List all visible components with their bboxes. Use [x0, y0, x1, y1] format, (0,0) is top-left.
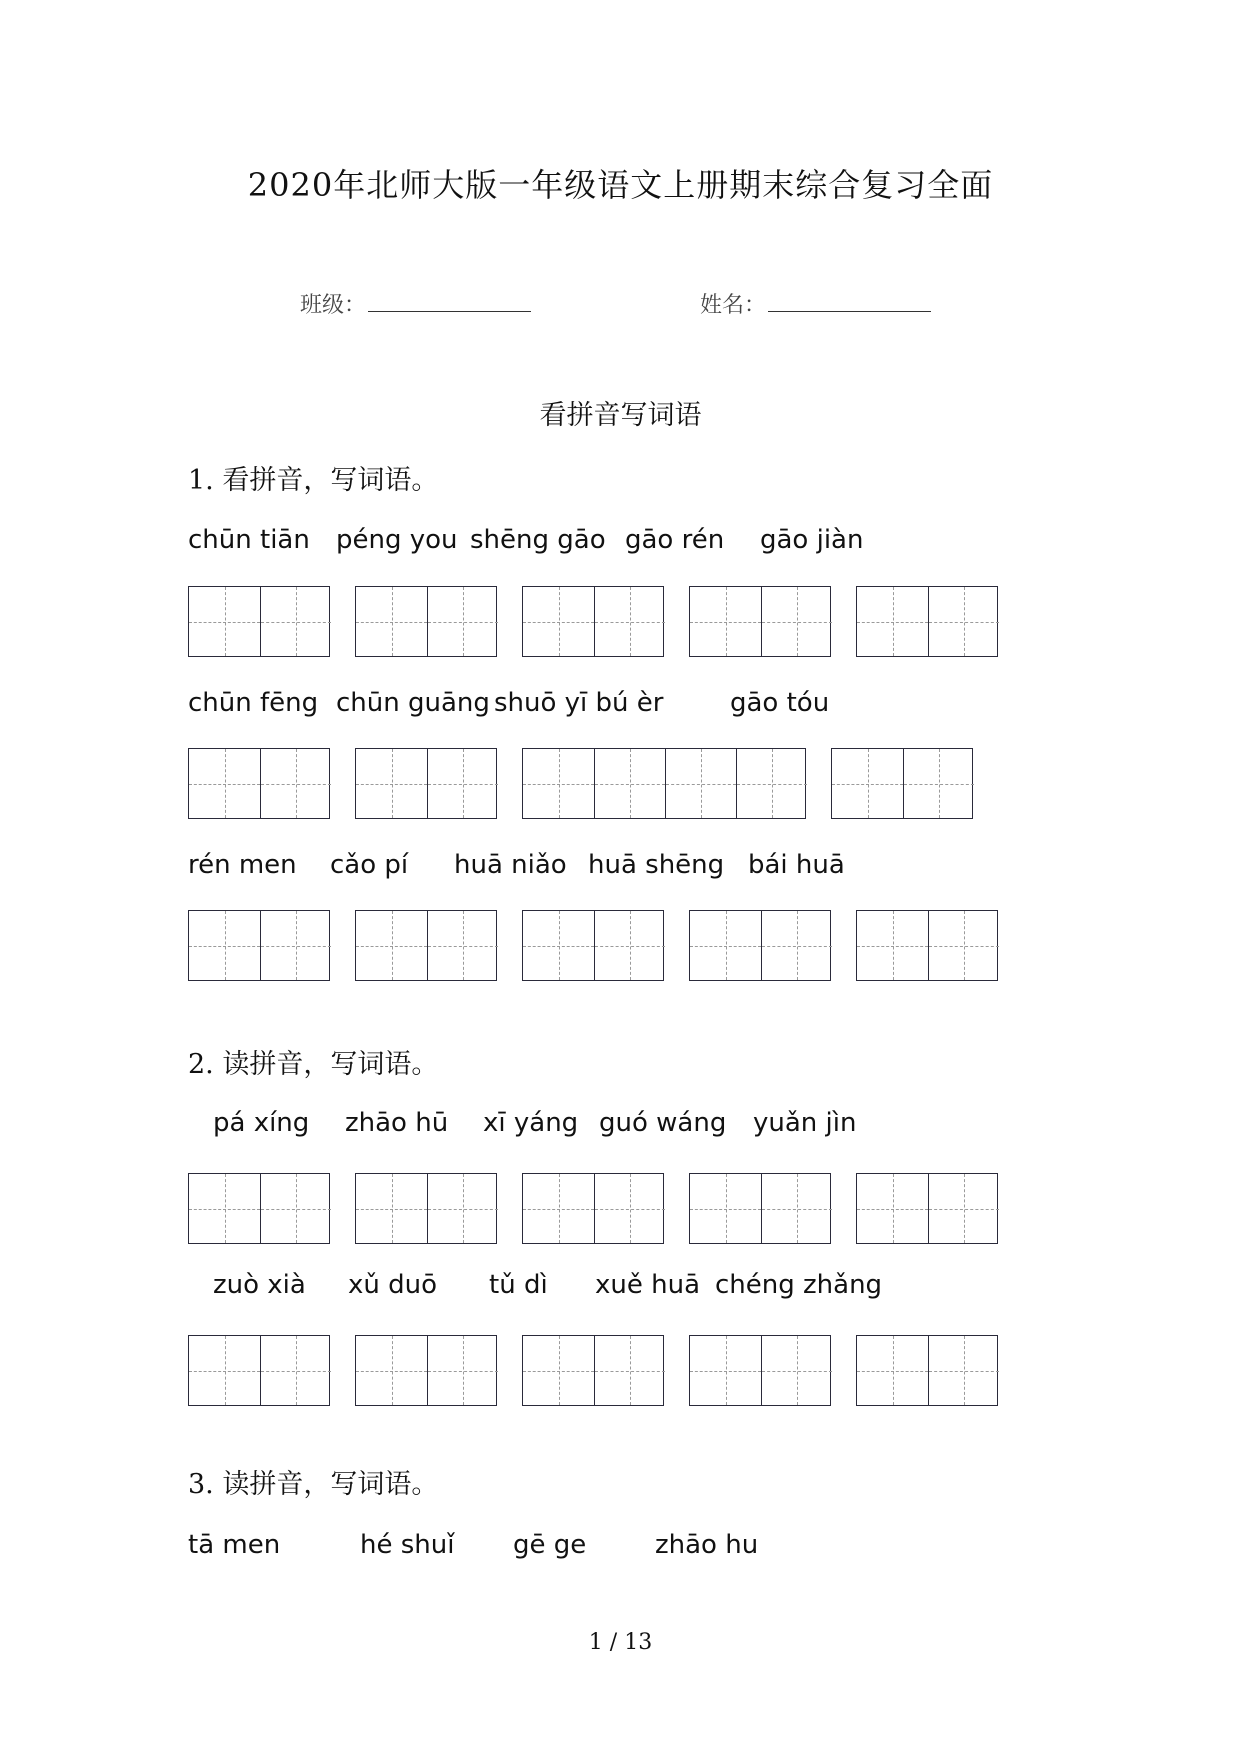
q1-pinyin-1-2: péng you	[336, 525, 458, 555]
guide-line-horizontal	[356, 946, 427, 947]
writing-cell[interactable]	[903, 749, 974, 818]
guide-line-horizontal	[356, 784, 427, 785]
writing-cell[interactable]	[857, 911, 928, 980]
guide-line-horizontal	[595, 622, 665, 623]
guide-line-horizontal	[737, 784, 807, 785]
guide-line-horizontal	[523, 622, 594, 623]
guide-line-horizontal	[428, 1209, 498, 1210]
writing-grid-q1-r1-2[interactable]	[355, 586, 497, 657]
document-title: 2020年北师大版一年级语文上册期末综合复习全面	[247, 166, 994, 204]
guide-line-horizontal	[666, 784, 736, 785]
writing-cell[interactable]	[523, 911, 594, 980]
guide-line-horizontal	[690, 1209, 761, 1210]
writing-cell[interactable]	[928, 1174, 999, 1243]
guide-line-horizontal	[189, 1209, 260, 1210]
guide-line-horizontal	[857, 1209, 928, 1210]
writing-grid-q2-r1-3[interactable]	[522, 1173, 664, 1244]
q1-pinyin-1-1: chūn tiān	[188, 525, 310, 555]
writing-cell[interactable]	[356, 1336, 427, 1405]
guide-line-horizontal	[857, 622, 928, 623]
q1-pinyin-3-1: rén men	[188, 850, 297, 880]
writing-cell[interactable]	[761, 1336, 832, 1405]
name-blank[interactable]	[768, 293, 931, 312]
guide-line-horizontal	[762, 622, 832, 623]
q2-pinyin-2-5: chéng zhǎng	[715, 1270, 883, 1300]
guide-line-horizontal	[428, 784, 498, 785]
writing-grid-q1-r3-3[interactable]	[522, 910, 664, 981]
writing-cell[interactable]	[260, 1174, 331, 1243]
writing-cell[interactable]	[523, 749, 594, 818]
q3-pinyin-1-3: gē ge	[513, 1530, 587, 1560]
writing-cell[interactable]	[356, 911, 427, 980]
q1-pinyin-2-4: gāo tóu	[730, 688, 830, 718]
writing-grid-q1-r1-4[interactable]	[689, 586, 831, 657]
writing-cell[interactable]	[690, 1174, 761, 1243]
guide-line-horizontal	[523, 1209, 594, 1210]
guide-line-horizontal	[857, 946, 928, 947]
guide-line-horizontal	[929, 622, 999, 623]
q1-pinyin-2-1: chūn fēng	[188, 688, 319, 718]
guide-line-horizontal	[929, 1209, 999, 1210]
writing-cell[interactable]	[928, 1336, 999, 1405]
guide-line-horizontal	[189, 622, 260, 623]
q1-pinyin-3-2: cǎo pí	[330, 850, 409, 880]
guide-line-horizontal	[261, 1371, 331, 1372]
writing-cell[interactable]	[761, 911, 832, 980]
writing-cell[interactable]	[857, 587, 928, 656]
writing-cell[interactable]	[690, 911, 761, 980]
guide-line-horizontal	[428, 622, 498, 623]
q2-pinyin-1-3: xī yáng	[483, 1108, 579, 1138]
writing-cell[interactable]	[665, 749, 736, 818]
writing-cell[interactable]	[523, 1336, 594, 1405]
writing-cell[interactable]	[857, 1174, 928, 1243]
writing-grid-q2-r2-2[interactable]	[355, 1335, 497, 1406]
guide-line-horizontal	[189, 1371, 260, 1372]
writing-cell[interactable]	[427, 749, 498, 818]
guide-line-horizontal	[690, 946, 761, 947]
guide-line-horizontal	[690, 622, 761, 623]
class-field	[300, 288, 531, 319]
writing-cell[interactable]	[523, 587, 594, 656]
page-number: 1 / 13	[588, 1630, 653, 1655]
name-label: 姓名：	[700, 293, 767, 318]
q2-pinyin-2-2: xǔ duō	[348, 1270, 438, 1300]
guide-line-horizontal	[189, 784, 260, 785]
q2-pinyin-2-4: xuě huā	[595, 1270, 701, 1300]
writing-cell[interactable]	[427, 1174, 498, 1243]
guide-line-horizontal	[595, 784, 665, 785]
section-heading: 看拼音写词语	[539, 400, 702, 431]
q2-pinyin-1-4: guó wáng	[599, 1108, 727, 1138]
guide-line-horizontal	[428, 946, 498, 947]
guide-line-horizontal	[929, 946, 999, 947]
writing-cell[interactable]	[857, 1336, 928, 1405]
guide-line-horizontal	[523, 1371, 594, 1372]
q1-pinyin-3-5: bái huā	[748, 850, 845, 880]
writing-cell[interactable]	[594, 749, 665, 818]
writing-cell[interactable]	[189, 587, 260, 656]
q2-pinyin-2-1: zuò xià	[213, 1270, 306, 1300]
writing-grid-q1-r2-2[interactable]	[355, 748, 497, 819]
writing-grid-q1-r3-1[interactable]	[188, 910, 330, 981]
guide-line-horizontal	[356, 622, 427, 623]
writing-cell[interactable]	[594, 1336, 665, 1405]
writing-cell[interactable]	[189, 911, 260, 980]
name-field	[700, 288, 931, 319]
writing-cell[interactable]	[832, 749, 903, 818]
guide-line-horizontal	[762, 946, 832, 947]
writing-cell[interactable]	[736, 749, 807, 818]
writing-cell[interactable]	[260, 587, 331, 656]
writing-grid-q1-r3-2[interactable]	[355, 910, 497, 981]
writing-cell[interactable]	[427, 587, 498, 656]
question-1-title: 1. 看拼音，写词语。	[188, 465, 439, 496]
q1-pinyin-2-3: shuō yī bú èr	[494, 688, 664, 718]
class-blank[interactable]	[368, 293, 531, 312]
q3-pinyin-1-4: zhāo hu	[655, 1530, 759, 1560]
writing-cell[interactable]	[189, 749, 260, 818]
q2-pinyin-1-1: pá xíng	[213, 1108, 310, 1138]
guide-line-horizontal	[261, 946, 331, 947]
writing-cell[interactable]	[761, 1174, 832, 1243]
writing-grid-q1-r1-5[interactable]	[856, 586, 998, 657]
writing-cell[interactable]	[260, 749, 331, 818]
q1-pinyin-1-4: gāo rén	[625, 525, 725, 555]
guide-line-horizontal	[356, 1209, 427, 1210]
writing-grid-q2-r1-2[interactable]	[355, 1173, 497, 1244]
writing-cell[interactable]	[594, 587, 665, 656]
guide-line-horizontal	[189, 946, 260, 947]
writing-grid-q2-r2-1[interactable]	[188, 1335, 330, 1406]
writing-cell[interactable]	[690, 587, 761, 656]
writing-cell[interactable]	[594, 1174, 665, 1243]
writing-cell[interactable]	[928, 911, 999, 980]
writing-grid-q1-r1-1[interactable]	[188, 586, 330, 657]
guide-line-horizontal	[690, 1371, 761, 1372]
guide-line-horizontal	[929, 1371, 999, 1372]
guide-line-horizontal	[595, 1371, 665, 1372]
q2-pinyin-1-2: zhāo hū	[345, 1108, 449, 1138]
writing-grid-q1-r2-3[interactable]	[522, 748, 806, 819]
guide-line-horizontal	[523, 946, 594, 947]
guide-line-horizontal	[595, 946, 665, 947]
writing-cell[interactable]	[260, 1336, 331, 1405]
question-3-title: 3. 读拼音，写词语。	[188, 1469, 439, 1500]
guide-line-horizontal	[832, 784, 903, 785]
q1-pinyin-3-3: huā niǎo	[454, 850, 567, 880]
guide-line-horizontal	[857, 1371, 928, 1372]
writing-cell[interactable]	[356, 587, 427, 656]
guide-line-horizontal	[261, 784, 331, 785]
guide-line-horizontal	[261, 1209, 331, 1210]
guide-line-horizontal	[523, 784, 594, 785]
guide-line-horizontal	[356, 1371, 427, 1372]
q1-pinyin-1-5: gāo jiàn	[760, 525, 864, 555]
q1-pinyin-3-4: huā shēng	[588, 850, 725, 880]
writing-cell[interactable]	[260, 911, 331, 980]
writing-cell[interactable]	[523, 1174, 594, 1243]
q3-pinyin-1-2: hé shuǐ	[360, 1530, 455, 1560]
guide-line-horizontal	[595, 1209, 665, 1210]
writing-grid-q1-r2-1[interactable]	[188, 748, 330, 819]
writing-grid-q2-r2-4[interactable]	[689, 1335, 831, 1406]
guide-line-horizontal	[261, 622, 331, 623]
question-2-title: 2. 读拼音，写词语。	[188, 1049, 439, 1080]
writing-cell[interactable]	[427, 1336, 498, 1405]
writing-grid-q1-r3-5[interactable]	[856, 910, 998, 981]
writing-cell[interactable]	[594, 911, 665, 980]
writing-cell[interactable]	[427, 911, 498, 980]
guide-line-horizontal	[428, 1371, 498, 1372]
writing-cell[interactable]	[356, 749, 427, 818]
writing-cell[interactable]	[356, 1174, 427, 1243]
writing-cell[interactable]	[761, 587, 832, 656]
writing-grid-q1-r2-4[interactable]	[831, 748, 973, 819]
writing-cell[interactable]	[690, 1336, 761, 1405]
writing-grid-q2-r2-5[interactable]	[856, 1335, 998, 1406]
guide-line-horizontal	[904, 784, 974, 785]
writing-grid-q1-r3-4[interactable]	[689, 910, 831, 981]
writing-grid-q2-r1-4[interactable]	[689, 1173, 831, 1244]
class-label: 班级：	[300, 293, 367, 318]
writing-grid-q1-r1-3[interactable]	[522, 586, 664, 657]
q2-pinyin-1-5: yuǎn jìn	[753, 1108, 857, 1138]
q1-pinyin-1-3: shēng gāo	[470, 525, 606, 555]
q3-pinyin-1-1: tā men	[188, 1530, 281, 1560]
q2-pinyin-2-3: tǔ dì	[489, 1270, 548, 1300]
writing-cell[interactable]	[189, 1336, 260, 1405]
guide-line-horizontal	[762, 1209, 832, 1210]
writing-cell[interactable]	[189, 1174, 260, 1243]
q1-pinyin-2-2: chūn guāng	[336, 688, 490, 718]
writing-grid-q2-r1-5[interactable]	[856, 1173, 998, 1244]
guide-line-horizontal	[762, 1371, 832, 1372]
writing-cell[interactable]	[928, 587, 999, 656]
writing-grid-q2-r2-3[interactable]	[522, 1335, 664, 1406]
writing-grid-q2-r1-1[interactable]	[188, 1173, 330, 1244]
